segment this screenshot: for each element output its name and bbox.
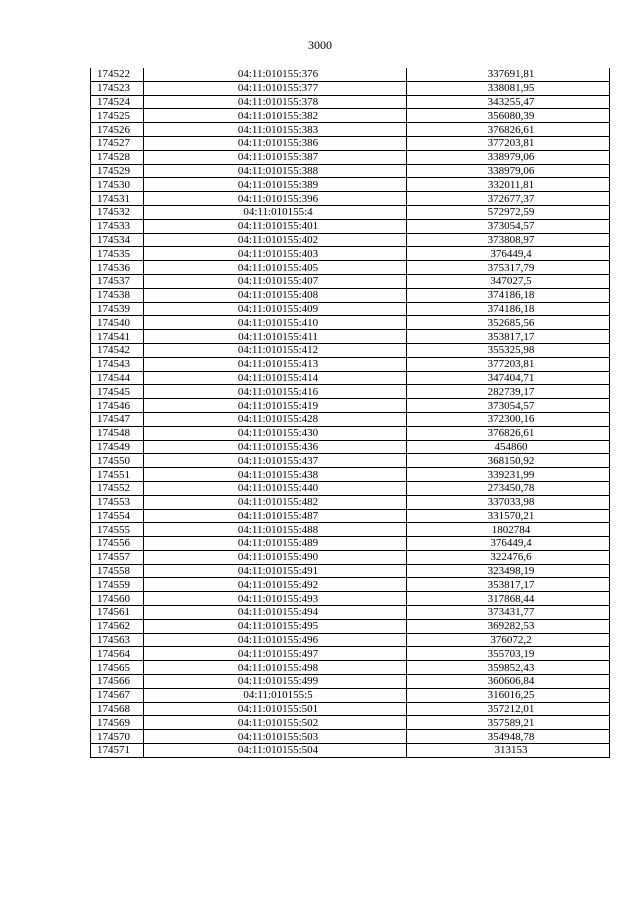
page-number: 3000 <box>308 38 332 52</box>
table-row <box>91 661 610 675</box>
value-cell: 347404,71 <box>407 371 610 385</box>
table-row <box>91 302 610 316</box>
value-cell: 332011,81 <box>407 178 610 192</box>
cadastral-number-cell: 04:11:010155:407 <box>144 274 407 288</box>
row-number-cell: 174567 <box>91 688 144 702</box>
cadastral-number-cell: 04:11:010155:437 <box>144 454 407 468</box>
table-row <box>91 219 610 233</box>
value-cell: 354948,78 <box>407 730 610 744</box>
value-cell: 357212,01 <box>407 702 610 716</box>
value-cell: 347027,5 <box>407 274 610 288</box>
row-number-cell: 174538 <box>91 288 144 302</box>
row-number-cell: 174569 <box>91 716 144 730</box>
value-cell: 339231,99 <box>407 468 610 482</box>
value-cell: 572972,59 <box>407 205 610 219</box>
row-number-cell: 174529 <box>91 164 144 178</box>
cadastral-number-cell: 04:11:010155:436 <box>144 440 407 454</box>
value-cell: 338081,95 <box>407 81 610 95</box>
registry-table <box>90 68 610 758</box>
value-cell: 337033,98 <box>407 495 610 509</box>
cadastral-number-cell: 04:11:010155:494 <box>144 606 407 620</box>
cadastral-number-cell: 04:11:010155:488 <box>144 523 407 537</box>
cadastral-number-cell: 04:11:010155:4 <box>144 205 407 219</box>
row-number-cell: 174561 <box>91 606 144 620</box>
cadastral-number-cell: 04:11:010155:504 <box>144 744 407 758</box>
cadastral-number-cell: 04:11:010155:388 <box>144 164 407 178</box>
value-cell: 337691,81 <box>407 68 610 81</box>
row-number-cell: 174539 <box>91 302 144 316</box>
value-cell: 369282,53 <box>407 619 610 633</box>
value-cell: 316016,25 <box>407 688 610 702</box>
row-number-cell: 174548 <box>91 426 144 440</box>
cadastral-number-cell: 04:11:010155:413 <box>144 357 407 371</box>
table-row <box>91 385 610 399</box>
row-number-cell: 174565 <box>91 661 144 675</box>
row-number-cell: 174551 <box>91 468 144 482</box>
value-cell: 376826,61 <box>407 426 610 440</box>
value-cell: 368150,92 <box>407 454 610 468</box>
row-number-cell: 174536 <box>91 261 144 275</box>
value-cell: 375317,79 <box>407 261 610 275</box>
cadastral-number-cell: 04:11:010155:503 <box>144 730 407 744</box>
cadastral-number-cell: 04:11:010155:499 <box>144 675 407 689</box>
cadastral-number-cell: 04:11:010155:383 <box>144 123 407 137</box>
table-row <box>91 744 610 758</box>
row-number-cell: 174532 <box>91 205 144 219</box>
cadastral-number-cell: 04:11:010155:495 <box>144 619 407 633</box>
value-cell: 376826,61 <box>407 123 610 137</box>
table-row <box>91 123 610 137</box>
cadastral-number-cell: 04:11:010155:410 <box>144 316 407 330</box>
table-row <box>91 675 610 689</box>
table-row <box>91 357 610 371</box>
row-number-cell: 174525 <box>91 109 144 123</box>
value-cell: 317868,44 <box>407 592 610 606</box>
cadastral-number-cell: 04:11:010155:440 <box>144 481 407 495</box>
value-cell: 372677,37 <box>407 192 610 206</box>
cadastral-number-cell: 04:11:010155:487 <box>144 509 407 523</box>
value-cell: 331570,21 <box>407 509 610 523</box>
table-row <box>91 647 610 661</box>
value-cell: 373808,97 <box>407 233 610 247</box>
table-row <box>91 274 610 288</box>
value-cell: 352685,56 <box>407 316 610 330</box>
row-number-cell: 174571 <box>91 744 144 758</box>
table-row <box>91 330 610 344</box>
cadastral-number-cell: 04:11:010155:438 <box>144 468 407 482</box>
cadastral-number-cell: 04:11:010155:493 <box>144 592 407 606</box>
row-number-cell: 174545 <box>91 385 144 399</box>
row-number-cell: 174564 <box>91 647 144 661</box>
value-cell: 359852,43 <box>407 661 610 675</box>
table-row <box>91 564 610 578</box>
row-number-cell: 174544 <box>91 371 144 385</box>
value-cell: 374186,18 <box>407 302 610 316</box>
table-row <box>91 164 610 178</box>
cadastral-number-cell: 04:11:010155:482 <box>144 495 407 509</box>
row-number-cell: 174542 <box>91 343 144 357</box>
value-cell: 376449,4 <box>407 247 610 261</box>
value-cell: 1802784 <box>407 523 610 537</box>
table-row <box>91 578 610 592</box>
value-cell: 355703,19 <box>407 647 610 661</box>
cadastral-number-cell: 04:11:010155:497 <box>144 647 407 661</box>
table-row <box>91 136 610 150</box>
table-row <box>91 343 610 357</box>
cadastral-number-cell: 04:11:010155:403 <box>144 247 407 261</box>
value-cell: 377203,81 <box>407 136 610 150</box>
row-number-cell: 174535 <box>91 247 144 261</box>
cadastral-number-cell: 04:11:010155:430 <box>144 426 407 440</box>
value-cell: 376449,4 <box>407 537 610 551</box>
value-cell: 338979,06 <box>407 164 610 178</box>
table-row <box>91 688 610 702</box>
row-number-cell: 174558 <box>91 564 144 578</box>
row-number-cell: 174533 <box>91 219 144 233</box>
table-row <box>91 316 610 330</box>
cadastral-number-cell: 04:11:010155:5 <box>144 688 407 702</box>
cadastral-number-cell: 04:11:010155:378 <box>144 95 407 109</box>
table-row <box>91 192 610 206</box>
table-row <box>91 81 610 95</box>
cadastral-number-cell: 04:11:010155:387 <box>144 150 407 164</box>
cadastral-number-cell: 04:11:010155:498 <box>144 661 407 675</box>
table-row <box>91 468 610 482</box>
table-row <box>91 730 610 744</box>
value-cell: 338979,06 <box>407 150 610 164</box>
row-number-cell: 174524 <box>91 95 144 109</box>
table-row <box>91 233 610 247</box>
table-row <box>91 509 610 523</box>
table-row <box>91 550 610 564</box>
row-number-cell: 174522 <box>91 68 144 81</box>
registry-table-body <box>91 68 610 757</box>
table-row <box>91 702 610 716</box>
value-cell: 373431,77 <box>407 606 610 620</box>
table-row <box>91 481 610 495</box>
table-row <box>91 205 610 219</box>
table-row <box>91 716 610 730</box>
row-number-cell: 174556 <box>91 537 144 551</box>
cadastral-number-cell: 04:11:010155:490 <box>144 550 407 564</box>
value-cell: 322476,6 <box>407 550 610 564</box>
row-number-cell: 174559 <box>91 578 144 592</box>
row-number-cell: 174531 <box>91 192 144 206</box>
value-cell: 273450,78 <box>407 481 610 495</box>
row-number-cell: 174541 <box>91 330 144 344</box>
cadastral-number-cell: 04:11:010155:386 <box>144 136 407 150</box>
table-row <box>91 178 610 192</box>
row-number-cell: 174546 <box>91 399 144 413</box>
value-cell: 454860 <box>407 440 610 454</box>
cadastral-number-cell: 04:11:010155:412 <box>144 343 407 357</box>
cadastral-number-cell: 04:11:010155:501 <box>144 702 407 716</box>
row-number-cell: 174566 <box>91 675 144 689</box>
value-cell: 377203,81 <box>407 357 610 371</box>
table-row <box>91 619 610 633</box>
value-cell: 323498,19 <box>407 564 610 578</box>
value-cell: 282739,17 <box>407 385 610 399</box>
value-cell: 353817,17 <box>407 578 610 592</box>
row-number-cell: 174540 <box>91 316 144 330</box>
value-cell: 356080,39 <box>407 109 610 123</box>
table-row <box>91 412 610 426</box>
table-row <box>91 109 610 123</box>
table-row <box>91 440 610 454</box>
row-number-cell: 174553 <box>91 495 144 509</box>
row-number-cell: 174523 <box>91 81 144 95</box>
cadastral-number-cell: 04:11:010155:502 <box>144 716 407 730</box>
row-number-cell: 174550 <box>91 454 144 468</box>
cadastral-number-cell: 04:11:010155:405 <box>144 261 407 275</box>
value-cell: 373054,57 <box>407 399 610 413</box>
cadastral-number-cell: 04:11:010155:409 <box>144 302 407 316</box>
table-row <box>91 371 610 385</box>
cadastral-number-cell: 04:11:010155:489 <box>144 537 407 551</box>
value-cell: 313153 <box>407 744 610 758</box>
table-row <box>91 606 610 620</box>
row-number-cell: 174537 <box>91 274 144 288</box>
cadastral-number-cell: 04:11:010155:382 <box>144 109 407 123</box>
value-cell: 353817,17 <box>407 330 610 344</box>
table-row <box>91 247 610 261</box>
row-number-cell: 174526 <box>91 123 144 137</box>
table-row <box>91 633 610 647</box>
table-row <box>91 95 610 109</box>
row-number-cell: 174530 <box>91 178 144 192</box>
row-number-cell: 174560 <box>91 592 144 606</box>
table-row <box>91 68 610 81</box>
cadastral-number-cell: 04:11:010155:496 <box>144 633 407 647</box>
value-cell: 355325,98 <box>407 343 610 357</box>
cadastral-number-cell: 04:11:010155:416 <box>144 385 407 399</box>
cadastral-number-cell: 04:11:010155:408 <box>144 288 407 302</box>
cadastral-number-cell: 04:11:010155:491 <box>144 564 407 578</box>
cadastral-number-cell: 04:11:010155:411 <box>144 330 407 344</box>
cadastral-number-cell: 04:11:010155:414 <box>144 371 407 385</box>
table-row <box>91 592 610 606</box>
row-number-cell: 174554 <box>91 509 144 523</box>
value-cell: 372300,16 <box>407 412 610 426</box>
cadastral-number-cell: 04:11:010155:376 <box>144 68 407 81</box>
cadastral-number-cell: 04:11:010155:402 <box>144 233 407 247</box>
value-cell: 374186,18 <box>407 288 610 302</box>
row-number-cell: 174568 <box>91 702 144 716</box>
row-number-cell: 174557 <box>91 550 144 564</box>
table-row <box>91 261 610 275</box>
table-row <box>91 426 610 440</box>
table-row <box>91 150 610 164</box>
row-number-cell: 174547 <box>91 412 144 426</box>
row-number-cell: 174555 <box>91 523 144 537</box>
value-cell: 343255,47 <box>407 95 610 109</box>
table-row <box>91 523 610 537</box>
row-number-cell: 174562 <box>91 619 144 633</box>
cadastral-number-cell: 04:11:010155:419 <box>144 399 407 413</box>
row-number-cell: 174528 <box>91 150 144 164</box>
value-cell: 373054,57 <box>407 219 610 233</box>
cadastral-number-cell: 04:11:010155:428 <box>144 412 407 426</box>
cadastral-number-cell: 04:11:010155:396 <box>144 192 407 206</box>
value-cell: 376072,2 <box>407 633 610 647</box>
cadastral-number-cell: 04:11:010155:389 <box>144 178 407 192</box>
value-cell: 360606,84 <box>407 675 610 689</box>
table-row <box>91 454 610 468</box>
table-row <box>91 537 610 551</box>
row-number-cell: 174543 <box>91 357 144 371</box>
cadastral-number-cell: 04:11:010155:492 <box>144 578 407 592</box>
row-number-cell: 174527 <box>91 136 144 150</box>
row-number-cell: 174570 <box>91 730 144 744</box>
table-row <box>91 399 610 413</box>
row-number-cell: 174534 <box>91 233 144 247</box>
row-number-cell: 174563 <box>91 633 144 647</box>
row-number-cell: 174552 <box>91 481 144 495</box>
cadastral-number-cell: 04:11:010155:401 <box>144 219 407 233</box>
value-cell: 357589,21 <box>407 716 610 730</box>
table-row <box>91 495 610 509</box>
row-number-cell: 174549 <box>91 440 144 454</box>
cadastral-number-cell: 04:11:010155:377 <box>144 81 407 95</box>
table-row <box>91 288 610 302</box>
